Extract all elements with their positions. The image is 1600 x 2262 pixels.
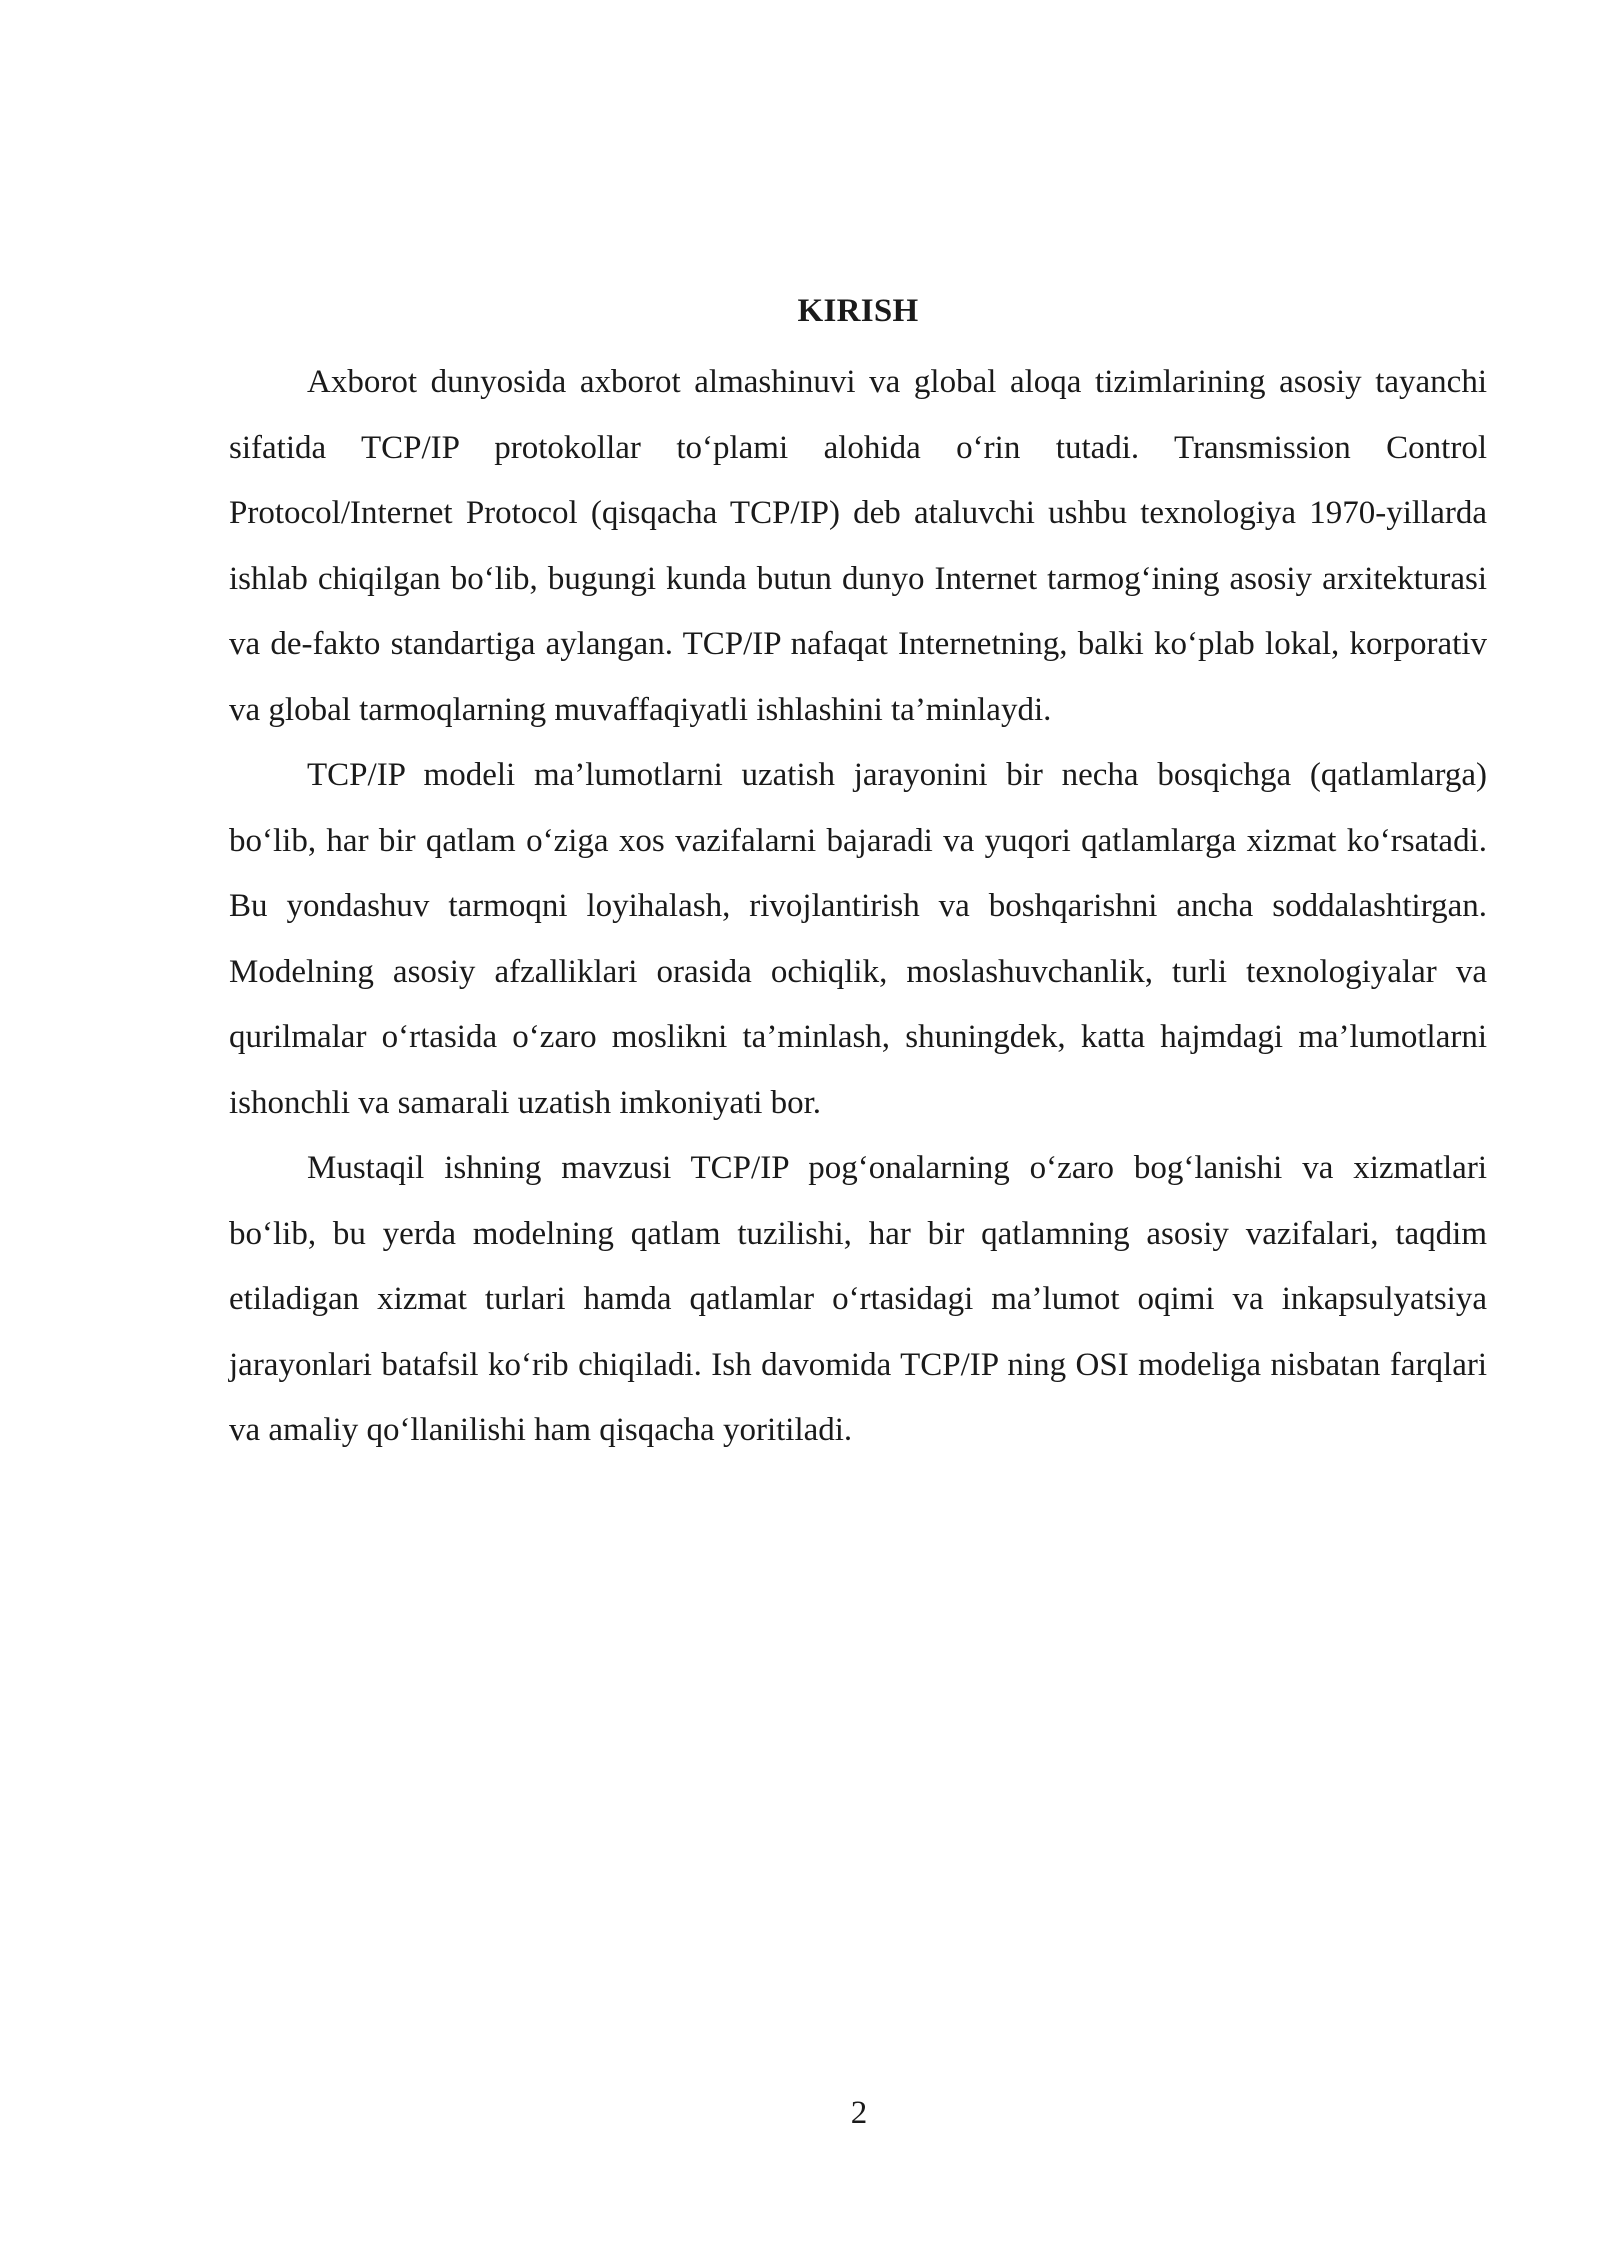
body-text (229, 350, 1487, 1464)
section-heading: KIRISH (797, 293, 919, 329)
paragraph-1: Axborot dunyosida axborot almashinuvi va global aloqa tizimlarining asosiy tayanchi sifatida TCP/IP protokollar to‘plami alohida o‘rin tutadi. Transmission Control Protocol/Internet Protocol (qisqacha TCP/IP) deb ataluvchi ushbu texnologiya 1970-yillarda ishlab chiqilgan bo‘lib, bugungi kunda butun dunyo Internet tarmog‘ining asosiy arxitekturasi va de-fakto standartiga aylangan. TCP/IP nafaqat Internetning, balki ko‘plab lokal, korporativ va global tarmoqlarning muvaffaqiyatli ishlashini ta’minlaydi. (229, 364, 1487, 728)
paragraph-3: Mustaqil ishning mavzusi TCP/IP pog‘onalarning o‘zaro bog‘lanishi va xizmatlari bo‘lib, bu yerda modelning qatlam tuzilishi, har bir qatlamning asosiy vazifalari, taqdim etiladigan xizmat turlari hamda qatlamlar o‘rtasidagi ma’lumot oqimi va inkapsulyatsiya jarayonlari batafsil ko‘rib chiqiladi. Ish davomida TCP/IP ning OSI modeliga nisbatan farqlari va amaliy qo‘llanilishi ham qisqacha yoritiladi. (229, 1150, 1487, 1448)
paragraph-2: TCP/IP modeli ma’lumotlarni uzatish jarayonini bir necha bosqichga (qatlamlarga) bo‘lib, har bir qatlam o‘ziga xos vazifalarni bajaradi va yuqori qatlamlarga xizmat ko‘rsatadi. Bu yondashuv tarmoqni loyihalash, rivojlantirish va boshqarishni ancha soddalashtirgan. Modelning asosiy afzalliklari orasida ochiqlik, moslashuvchanlik, turli texnologiyalar va qurilmalar o‘rtasida o‘zaro moslikni ta’minlash, shuningdek, katta hajmdagi ma’lumotlarni ishonchli va samarali uzatish imkoniyati bor. (229, 757, 1487, 1121)
page-number: 2 (850, 2095, 868, 2131)
